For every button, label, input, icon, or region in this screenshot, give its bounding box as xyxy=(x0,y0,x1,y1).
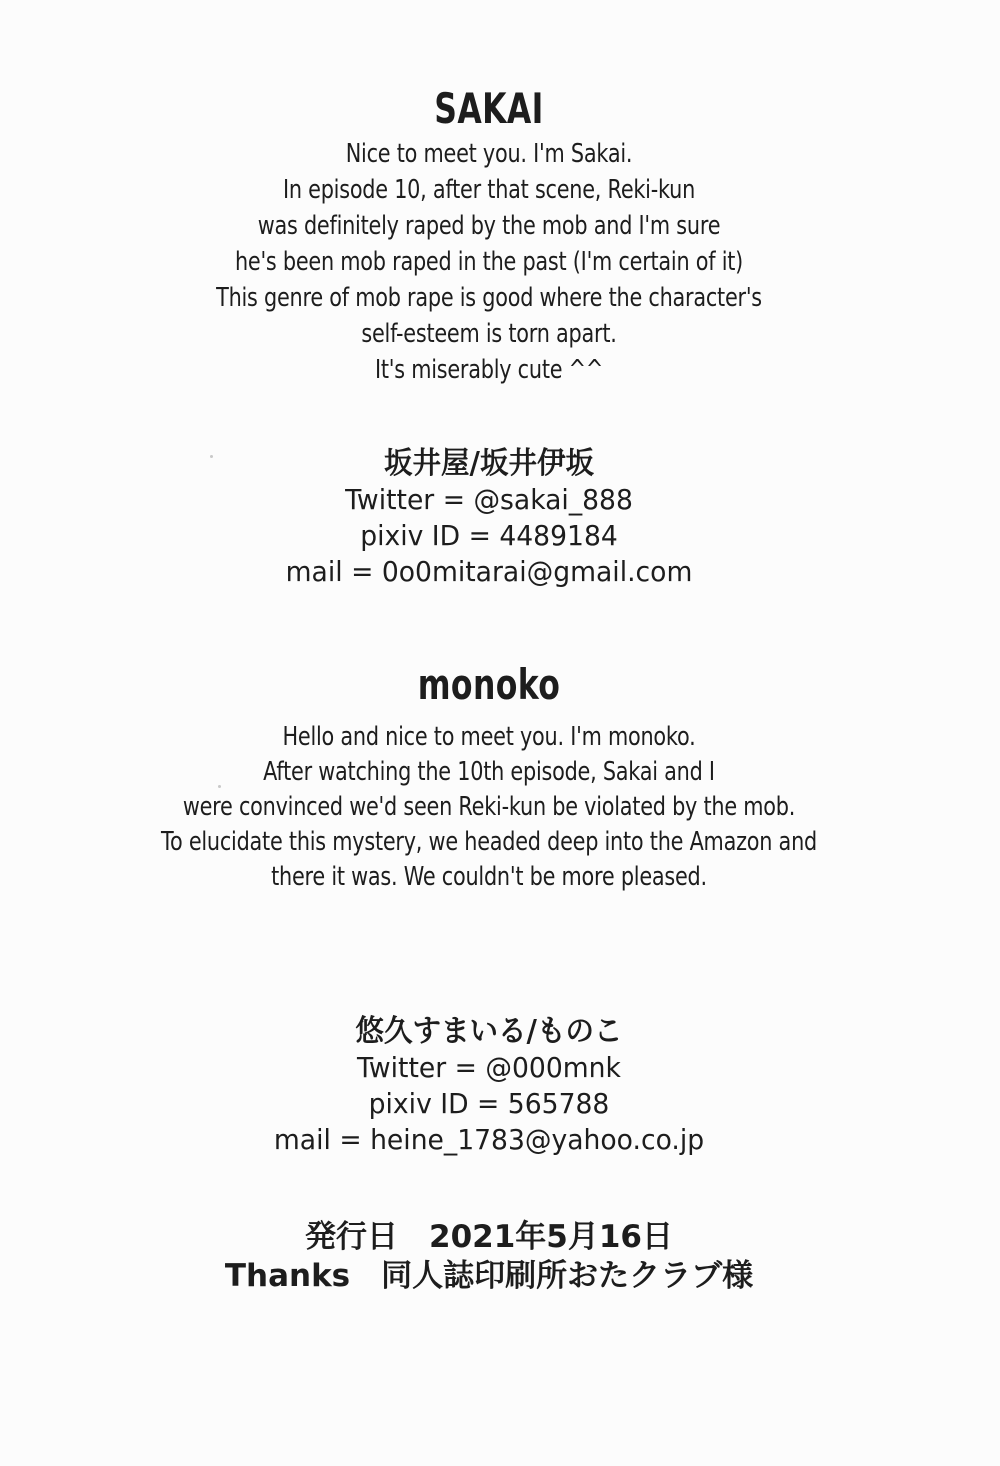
monoko-section-title: monoko xyxy=(417,660,561,709)
text-line: After watching the 10th episode, Sakai and I xyxy=(263,757,715,787)
monoko-credit-block xyxy=(14,1014,964,1158)
sakai-mail-address: mail = 0o0mitarai@gmail.com xyxy=(285,555,693,588)
monoko-pixiv-id: pixiv ID = 565788 xyxy=(368,1087,610,1120)
scan-speck xyxy=(218,785,221,788)
text-line: self-esteem is torn apart. xyxy=(361,319,617,349)
scan-speck xyxy=(210,455,213,458)
text-line: It's miserably cute ^^ xyxy=(374,355,604,385)
text-line: he's been mob raped in the past (I'm certain of it) xyxy=(234,247,744,277)
publication-date: 発行日 2021年5月16日 xyxy=(305,1219,673,1255)
monoko-circle-name: 悠久すまいる/ものこ xyxy=(355,1014,623,1049)
text-line: Hello and nice to meet you. I'm monoko. xyxy=(282,722,696,752)
text-line: were convinced we'd seen Reki-kun be violated by the mob. xyxy=(182,792,796,822)
sakai-pixiv-id: pixiv ID = 4489184 xyxy=(360,519,618,552)
text-line: This genre of mob rape is good where the character's xyxy=(216,283,762,313)
text-line: In episode 10, after that scene, Reki-kun xyxy=(282,175,696,205)
text-line: there it was. We couldn't be more pleased. xyxy=(271,862,707,892)
monoko-twitter-handle: Twitter = @000mnk xyxy=(357,1051,621,1084)
printer-thanks: Thanks 同人誌印刷所おたクラブ様 xyxy=(224,1258,754,1294)
sakai-circle-name: 坂井屋/坂井伊坂 xyxy=(384,446,594,481)
sakai-twitter-handle: Twitter = @sakai_888 xyxy=(345,483,633,516)
colophon xyxy=(0,1218,989,1296)
sakai-comment-paragraph xyxy=(89,136,889,388)
sakai-section-title: SAKAI xyxy=(434,84,544,133)
text-line: Nice to meet you. I'm Sakai. xyxy=(345,139,633,169)
monoko-comment-paragraph xyxy=(89,720,889,895)
text-line: To elucidate this mystery, we headed deep into the Amazon and xyxy=(161,827,817,857)
monoko-mail-address: mail = heine_1783@yahoo.co.jp xyxy=(273,1123,705,1156)
text-line: was definitely raped by the mob and I'm sure xyxy=(257,211,721,241)
sakai-credit-block xyxy=(14,446,964,590)
